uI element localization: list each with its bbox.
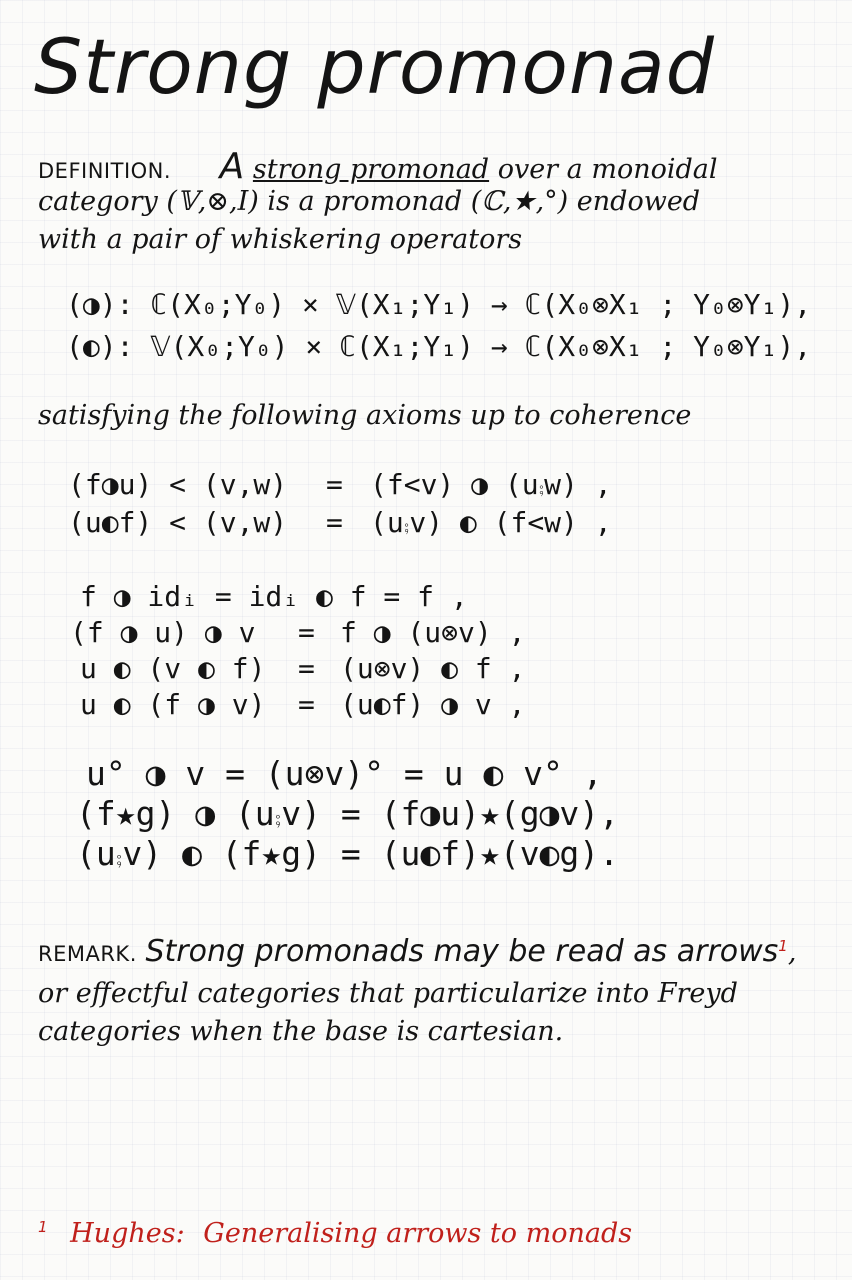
axiom-8: (f★g) ◑ (u⨾v) = (f◑u)★(g◑v), xyxy=(76,794,620,833)
definition-line-1 xyxy=(38,146,718,187)
footnote-mark: 1 xyxy=(38,1218,48,1236)
equals-sign: = xyxy=(326,468,343,501)
footnote xyxy=(38,1218,632,1249)
operator-right-whisker: (◑): ℂ(X₀;Y₀) × 𝕍(X₁;Y₁) → ℂ(X₀⊗X₁ ; Y₀⊗Y₁), xyxy=(66,288,812,321)
remark-label: REMARK. xyxy=(38,942,137,966)
footnote-author: Hughes: xyxy=(70,1218,185,1249)
footnote-title: Generalising arrows to monads xyxy=(203,1218,633,1249)
axiom-5-lhs: u ◐ (v ◐ f) xyxy=(80,652,266,685)
remark-line-3: categories when the base is cartesian. xyxy=(38,1016,564,1047)
equals-sign: = xyxy=(326,506,343,539)
footnote-reference: 1 xyxy=(778,937,788,955)
axiom-4-rhs: f ◑ (u⊗v) , xyxy=(340,616,526,649)
axiom-3: f ◑ idᵢ = idᵢ ◐ f = f , xyxy=(80,580,468,613)
operator-left-whisker: (◐): 𝕍(X₀;Y₀) × ℂ(X₁;Y₁) → ℂ(X₀⊗X₁ ; Y₀⊗Y₁), xyxy=(66,330,812,363)
satisfying-line: satisfying the following axioms up to coherence xyxy=(38,400,692,431)
axiom-1-lhs: (f◑u) < (v,w) xyxy=(68,468,288,501)
equals-sign: = xyxy=(298,616,315,649)
definition-label: DEFINITION. xyxy=(38,159,172,183)
definition-term: strong promonad xyxy=(252,154,490,185)
page-title: Strong promonad xyxy=(34,22,715,111)
definition-line1-rest: over a monoidal xyxy=(497,154,718,185)
definition-line-3: with a pair of whiskering operators xyxy=(38,224,523,255)
axiom-9: (u⨾v) ◐ (f★g) = (u◐f)★(v◐g). xyxy=(76,834,620,873)
equals-sign: = xyxy=(298,652,315,685)
axiom-5-rhs: (u⊗v) ◐ f , xyxy=(340,652,526,685)
definition-line-2: category (𝕍,⊗,I) is a promonad (ℂ,★,°) endowed xyxy=(38,186,701,217)
axiom-2-rhs: (u⨾v) ◐ (f<w) , xyxy=(370,506,612,539)
remark-comma: , xyxy=(787,937,797,968)
axiom-1-rhs: (f<v) ◑ (u⨾w) , xyxy=(370,468,612,501)
axiom-6-lhs: u ◐ (f ◑ v) xyxy=(80,688,266,721)
axiom-4-lhs: (f ◑ u) ◑ v xyxy=(70,616,256,649)
definition-lead: A xyxy=(219,146,245,187)
axiom-6-rhs: (u◐f) ◑ v , xyxy=(340,688,526,721)
equals-sign: = xyxy=(298,688,315,721)
remark-line-1 xyxy=(38,934,796,969)
axiom-2-lhs: (u◐f) < (v,w) xyxy=(68,506,288,539)
axiom-7: u° ◑ v = (u⊗v)° = u ◐ v° , xyxy=(86,754,603,793)
remark-line-2: or effectful categories that particularize into Freyd xyxy=(38,978,738,1009)
remark-text-1: Strong promonads may be read as arrows xyxy=(145,934,779,969)
